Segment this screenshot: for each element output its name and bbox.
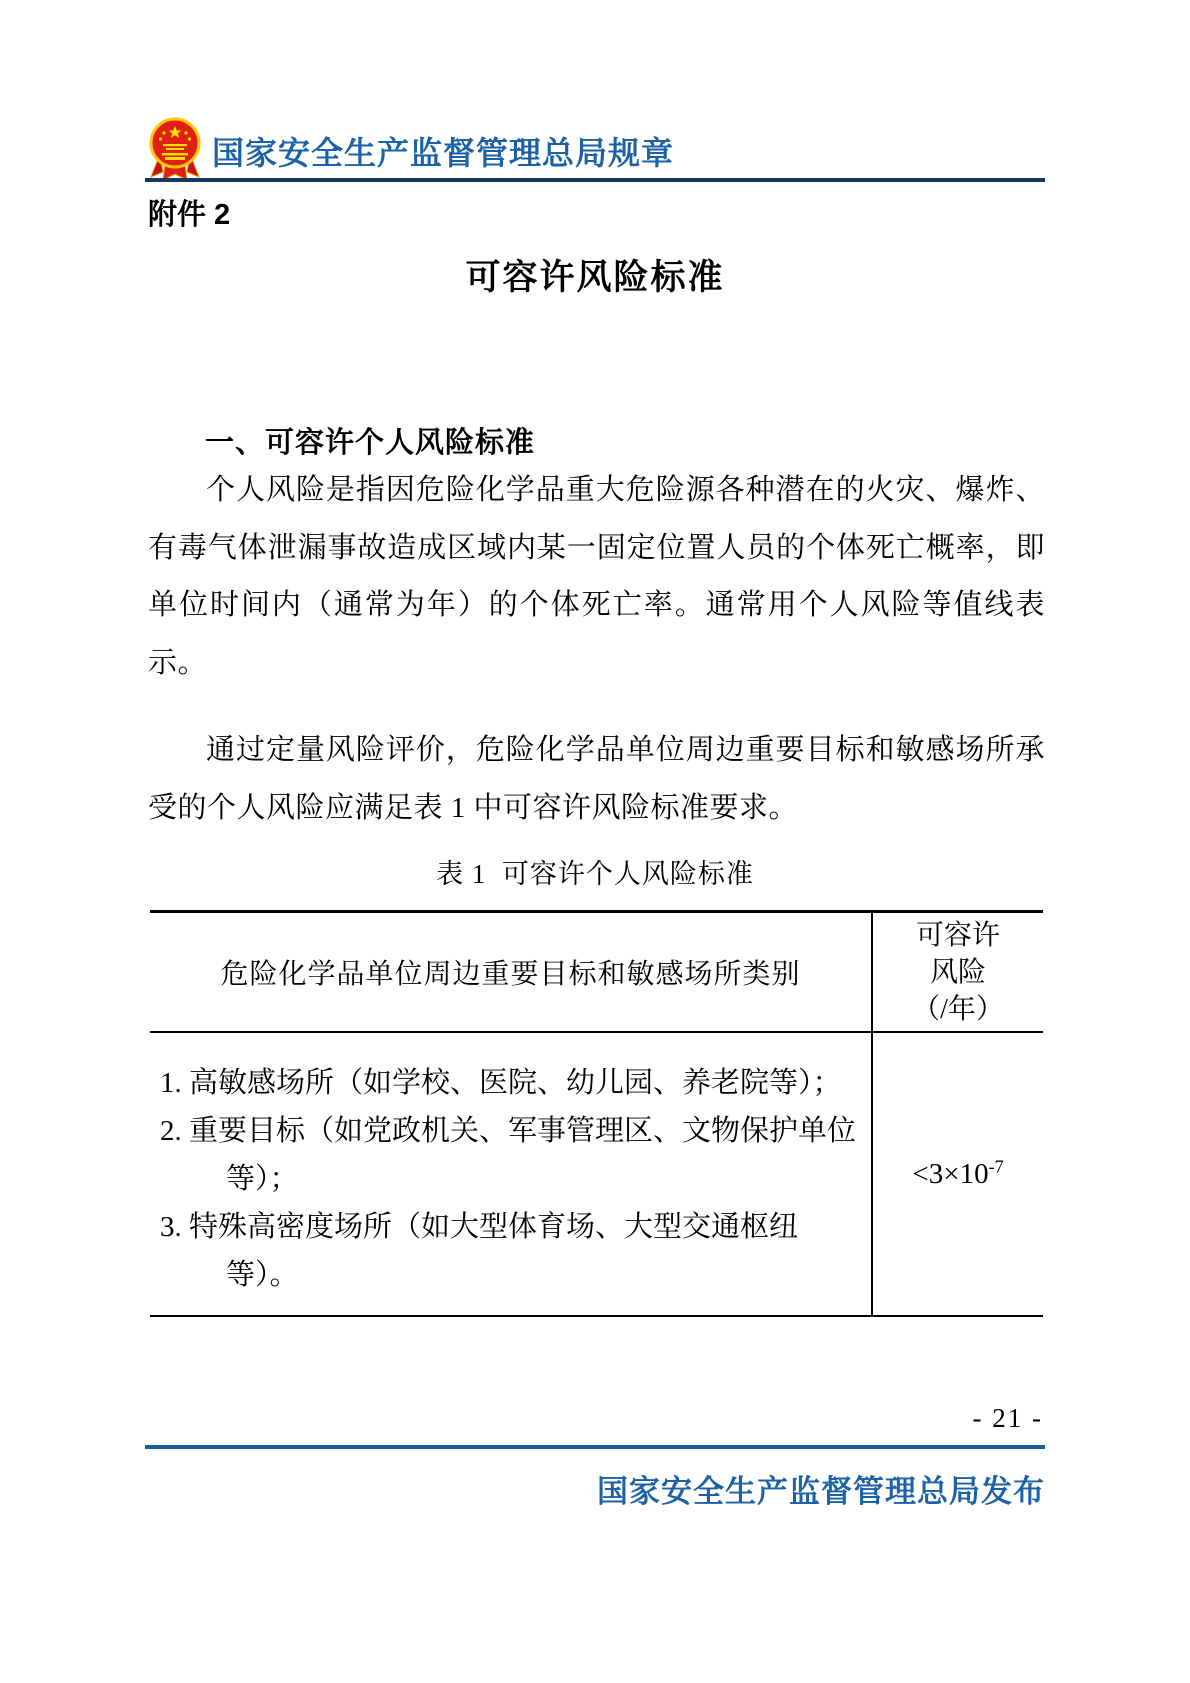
category-item-3: 3. 特殊高密度场所（如大型体育场、大型交通枢纽等）。 [160,1211,799,1291]
category-item-1: 1. 高敏感场所（如学校、医院、幼儿园、养老院等）； [160,1067,842,1099]
publisher-line: 国家安全生产监督管理总局发布 [597,1474,1045,1509]
table-cell-risk-value [873,1033,1043,1315]
risk-standard-table [150,910,1043,1317]
footer-divider-rule [145,1445,1045,1449]
risk-value-base: <3×10 [912,1157,989,1190]
page-number: - 21 - [972,1403,1043,1433]
table-caption: 表 1 可容许个人风险标准 [436,859,754,889]
document-title: 可容许风险标准 [465,258,725,297]
national-emblem-icon [148,117,202,181]
table-header-risk-line2: 风险 [929,956,986,988]
risk-value-exponent: -7 [988,1155,1004,1176]
table-cell-categories [150,1033,873,1315]
table-header-risk [873,913,1043,1031]
section-heading: 一、可容许个人风险标准 [205,427,536,459]
header-divider-rule [145,178,1045,182]
table-row [150,1033,1043,1315]
table-header-category: 危险化学品单位周边重要目标和敏感场所类别 [150,913,873,1031]
paragraph-personal-risk-definition: 个人风险是指因危险化学品重大危险源各种潜在的火灾、爆炸、有毒气体泄漏事故造成区域内某一固定位置人员的个体死亡概率，即单位时间内（通常为年）的个体死亡率。通常用个人风险等值线表示。 [148,474,1045,679]
category-item-2: 2. 重要目标（如党政机关、军事管理区、文物保护单位等）； [160,1115,857,1195]
paragraph-qra-requirement: 通过定量风险评价，危险化学品单位周边重要目标和敏感场所承受的个人风险应满足表 1 中可容许风险标准要求。 [148,734,1045,824]
agency-title: 国家安全生产监督管理总局规章 [212,135,675,171]
table-header-risk-line3: （/年） [912,993,1004,1025]
risk-value [912,1155,1004,1191]
table-header-risk-line1: 可容许 [915,919,1000,951]
attachment-label: 附件 2 [148,199,231,231]
table-header-row [150,913,1043,1033]
